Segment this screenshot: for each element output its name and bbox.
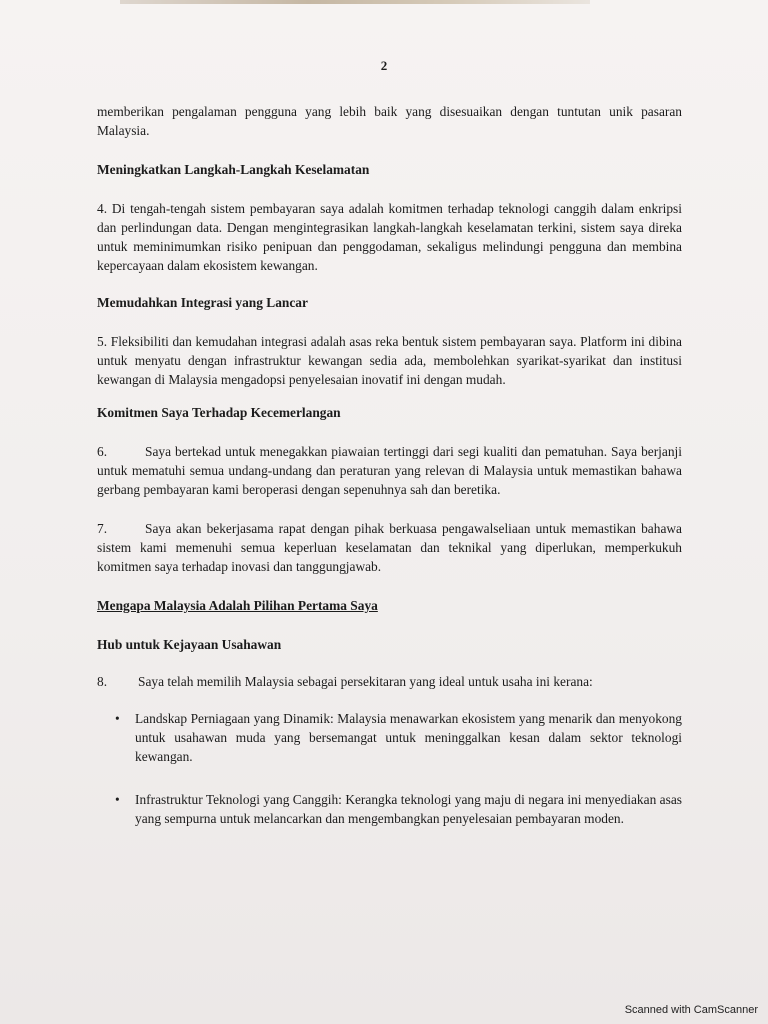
paragraph-8 xyxy=(97,672,682,691)
heading-security: Meningkatkan Langkah-Langkah Keselamatan xyxy=(97,162,370,177)
subheading-entrepreneur-hub: Hub untuk Kejayaan Usahawan xyxy=(97,637,282,652)
reasons-bullet-list xyxy=(97,709,682,828)
paragraph-8-number: 8. xyxy=(97,674,108,689)
bullet-text: Landskap Perniagaan yang Dinamik: Malaysia menawarkan ekosistem yang menarik dan menyokong untuk usahawan muda yang bersemangat untuk meninggalkan kesan dalam sektor teknologi kewangan. xyxy=(135,711,682,764)
paragraph-6-number: 6. xyxy=(97,444,108,459)
paragraph-5 xyxy=(97,332,682,389)
paragraph-8-text: Saya telah memilih Malaysia sebagai persekitaran yang ideal untuk usaha ini kerana: xyxy=(138,674,593,689)
heading-commitment: Komitmen Saya Terhadap Kecemerlangan xyxy=(97,405,341,420)
heading-integration: Memudahkan Integrasi yang Lancar xyxy=(97,295,308,310)
bullet-item xyxy=(115,790,682,828)
intro-continuation-paragraph: memberikan pengalaman pengguna yang lebih baik yang disesuaikan dengan tuntutan unik pasaran Malaysia. xyxy=(97,104,682,138)
page-number: 2 xyxy=(380,58,388,73)
bullet-item xyxy=(115,709,682,766)
paragraph-6-text: Saya bertekad untuk menegakkan piawaian tertinggi dari segi kualiti dan pematuhan. Saya berjanji untuk mematuhi semua undang-undang dan peraturan yang relevan di Malaysia untuk memastikan bahawa gerbang pembayaran kami beroperasi dengan sepenuhnya sah dan beretika. xyxy=(97,444,682,497)
bullet-dot-icon: • xyxy=(115,711,120,726)
page-top-edge-shadow xyxy=(120,0,590,4)
paragraph-7-number: 7. xyxy=(97,521,108,536)
paragraph-4-number: 4. xyxy=(97,201,108,216)
paragraph-4 xyxy=(97,199,682,275)
paragraph-4-text: Di tengah-tengah sistem pembayaran saya adalah komitmen terhadap teknologi canggih dalam enkripsi dan perlindungan data. Dengan mengintegrasikan langkah-langkah keselamatan terkini, sistem saya direka untuk meminimumkan risiko penipuan dan penggodaman, sekaligus melindungi pengguna dan membina kepercayaan dalam ekosistem kewangan. xyxy=(97,201,682,273)
paragraph-7-text: Saya akan bekerjasama rapat dengan pihak berkuasa pengawalseliaan untuk memastikan bahawa sistem kami memenuhi semua keperluan keselamatan dan teknikal yang diperlukan, memperkukuh komitmen saya terhadap inovasi dan tanggungjawab. xyxy=(97,521,682,574)
paragraph-7 xyxy=(97,519,682,576)
bullet-dot-icon: • xyxy=(115,792,120,807)
paragraph-5-text: Fleksibiliti dan kemudahan integrasi adalah asas reka bentuk sistem pembayaran saya. Platform ini dibina untuk menyatu dengan infrastruktur kewangan sedia ada, membolehkan syarikat-syarikat dan institusi kewangan di Malaysia mengadopsi penyelesaian inovatif ini dengan mudah. xyxy=(97,334,682,387)
bullet-text: Infrastruktur Teknologi yang Canggih: Kerangka teknologi yang maju di negara ini menyediakan asas yang sempurna untuk melancarkan dan mengembangkan penyelesaian pembayaran moden. xyxy=(135,792,682,826)
scanner-watermark: Scanned with CamScanner xyxy=(624,1004,758,1016)
document-body xyxy=(97,102,682,852)
paragraph-5-number: 5. xyxy=(97,334,108,349)
heading-why-malaysia: Mengapa Malaysia Adalah Pilihan Pertama Saya xyxy=(97,598,378,613)
paragraph-6 xyxy=(97,442,682,499)
